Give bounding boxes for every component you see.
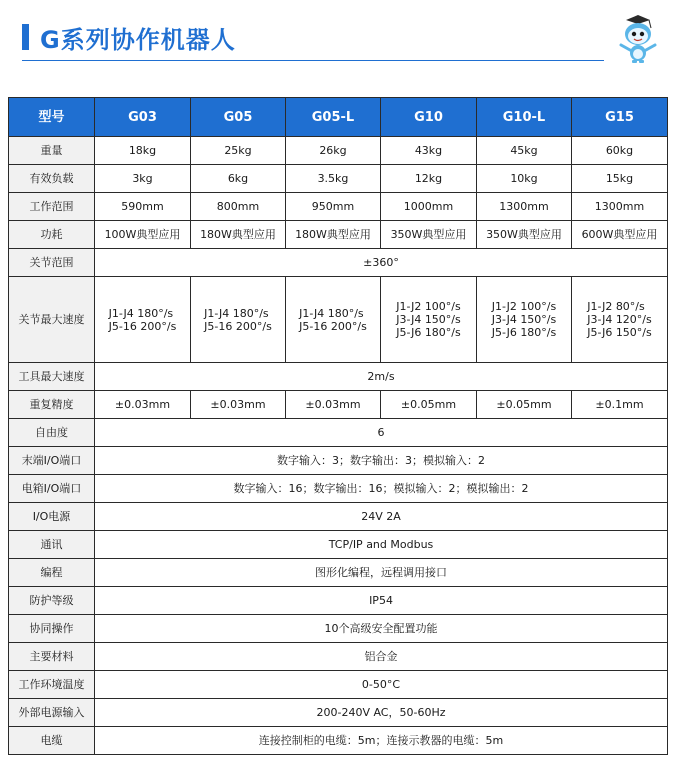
table-header-row bbox=[9, 98, 668, 137]
table-cell: ±0.05mm bbox=[381, 391, 477, 419]
table-cell: 950mm bbox=[286, 193, 381, 221]
table-cell: 15kg bbox=[572, 165, 668, 193]
table-row bbox=[9, 249, 668, 277]
robot-mascot-icon bbox=[612, 12, 664, 64]
table-cell-span: ±360° bbox=[95, 249, 668, 277]
table-cell: 600W典型应用 bbox=[572, 221, 668, 249]
table-cell bbox=[381, 277, 477, 363]
table-cell: 350W典型应用 bbox=[477, 221, 572, 249]
row-label: 工作环境温度 bbox=[9, 671, 95, 699]
table-row bbox=[9, 419, 668, 447]
table-cell: ±0.1mm bbox=[572, 391, 668, 419]
header-divider bbox=[22, 60, 604, 61]
table-cell bbox=[95, 277, 191, 363]
row-label: 防护等级 bbox=[9, 587, 95, 615]
header-cell: G05-L bbox=[286, 98, 381, 137]
page-title: G系列协作机器人 bbox=[40, 26, 236, 54]
page-header bbox=[0, 0, 684, 70]
row-label: I/O电源 bbox=[9, 503, 95, 531]
table-row bbox=[9, 643, 668, 671]
table-cell-span: 数字输入：3；数字输出：3；模拟输入：2 bbox=[95, 447, 668, 475]
table-cell: 26kg bbox=[286, 137, 381, 165]
table-cell-span: 0-50°C bbox=[95, 671, 668, 699]
table-row bbox=[9, 193, 668, 221]
row-label: 通讯 bbox=[9, 531, 95, 559]
row-label: 编程 bbox=[9, 559, 95, 587]
header-cell: G10-L bbox=[477, 98, 572, 137]
speed-text: J1-J2 100°/s J3-J4 150°/s J5-J6 180°/s bbox=[491, 300, 557, 339]
table-cell-span: 200-240V AC，50-60Hz bbox=[95, 699, 668, 727]
row-label: 关节范围 bbox=[9, 249, 95, 277]
table-cell: 45kg bbox=[477, 137, 572, 165]
table-cell: 1000mm bbox=[381, 193, 477, 221]
table-cell: 590mm bbox=[95, 193, 191, 221]
header-cell: G03 bbox=[95, 98, 191, 137]
table-row bbox=[9, 503, 668, 531]
row-label: 工具最大速度 bbox=[9, 363, 95, 391]
table-row bbox=[9, 391, 668, 419]
table-row bbox=[9, 475, 668, 503]
table-cell-span: 6 bbox=[95, 419, 668, 447]
table-cell: ±0.03mm bbox=[286, 391, 381, 419]
table-cell-span: 数字输入：16；数字输出：16；模拟输入：2；模拟输出：2 bbox=[95, 475, 668, 503]
table-row bbox=[9, 727, 668, 755]
row-label: 自由度 bbox=[9, 419, 95, 447]
speed-text: J1-J2 100°/s J3-J4 150°/s J5-J6 180°/s bbox=[396, 300, 461, 339]
table-cell bbox=[572, 277, 668, 363]
row-label: 主要材料 bbox=[9, 643, 95, 671]
row-label: 末端I/O端口 bbox=[9, 447, 95, 475]
table-cell: 6kg bbox=[191, 165, 286, 193]
speed-text: J1-J4 180°/s J5-16 200°/s bbox=[108, 306, 177, 333]
header-cell-model: 型号 bbox=[9, 98, 95, 137]
speed-text: J1-J4 180°/s J5-16 200°/s bbox=[299, 306, 367, 333]
table-cell-span: 10个高级安全配置功能 bbox=[95, 615, 668, 643]
table-cell: 60kg bbox=[572, 137, 668, 165]
table-cell: 350W典型应用 bbox=[381, 221, 477, 249]
speed-text: J1-J2 80°/s J3-J4 120°/s J5-J6 150°/s bbox=[587, 300, 652, 339]
table-row bbox=[9, 671, 668, 699]
table-cell: ±0.03mm bbox=[95, 391, 191, 419]
spec-table bbox=[8, 97, 668, 755]
row-label: 协同操作 bbox=[9, 615, 95, 643]
row-label: 关节最大速度 bbox=[9, 277, 95, 363]
table-cell bbox=[286, 277, 381, 363]
table-cell bbox=[477, 277, 572, 363]
table-row bbox=[9, 221, 668, 249]
table-cell: 100W典型应用 bbox=[95, 221, 191, 249]
row-label: 电缆 bbox=[9, 727, 95, 755]
table-cell-span: 连接控制柜的电缆：5m；连接示教器的电缆：5m bbox=[95, 727, 668, 755]
row-label: 重量 bbox=[9, 137, 95, 165]
header-cell: G15 bbox=[572, 98, 668, 137]
table-cell bbox=[191, 277, 286, 363]
table-cell: 3kg bbox=[95, 165, 191, 193]
table-row bbox=[9, 587, 668, 615]
table-cell-span: 24V 2A bbox=[95, 503, 668, 531]
row-label: 外部电源输入 bbox=[9, 699, 95, 727]
row-label: 工作范围 bbox=[9, 193, 95, 221]
table-cell: 180W典型应用 bbox=[286, 221, 381, 249]
table-row bbox=[9, 363, 668, 391]
table-cell-span: 2m/s bbox=[95, 363, 668, 391]
header-cell: G10 bbox=[381, 98, 477, 137]
table-row bbox=[9, 447, 668, 475]
table-cell: 1300mm bbox=[477, 193, 572, 221]
table-cell: 1300mm bbox=[572, 193, 668, 221]
table-row bbox=[9, 559, 668, 587]
table-cell: 180W典型应用 bbox=[191, 221, 286, 249]
row-label: 电箱I/O端口 bbox=[9, 475, 95, 503]
table-cell: ±0.05mm bbox=[477, 391, 572, 419]
table-cell-span: 铝合金 bbox=[95, 643, 668, 671]
speed-text: J1-J4 180°/s J5-16 200°/s bbox=[204, 306, 272, 333]
row-label: 功耗 bbox=[9, 221, 95, 249]
table-cell: 18kg bbox=[95, 137, 191, 165]
table-row bbox=[9, 137, 668, 165]
table-row bbox=[9, 531, 668, 559]
table-cell: 25kg bbox=[191, 137, 286, 165]
table-cell-span: 图形化编程，远程调用接口 bbox=[95, 559, 668, 587]
table-cell: 43kg bbox=[381, 137, 477, 165]
header-cell: G05 bbox=[191, 98, 286, 137]
table-cell: 800mm bbox=[191, 193, 286, 221]
table-row bbox=[9, 277, 668, 363]
table-row bbox=[9, 165, 668, 193]
table-cell: ±0.03mm bbox=[191, 391, 286, 419]
table-row bbox=[9, 615, 668, 643]
table-cell: 12kg bbox=[381, 165, 477, 193]
title-accent-bar bbox=[22, 24, 29, 50]
table-cell-span: TCP/IP and Modbus bbox=[95, 531, 668, 559]
row-label: 有效负载 bbox=[9, 165, 95, 193]
table-row bbox=[9, 699, 668, 727]
table-cell: 3.5kg bbox=[286, 165, 381, 193]
row-label: 重复精度 bbox=[9, 391, 95, 419]
table-cell-span: IP54 bbox=[95, 587, 668, 615]
table-cell: 10kg bbox=[477, 165, 572, 193]
